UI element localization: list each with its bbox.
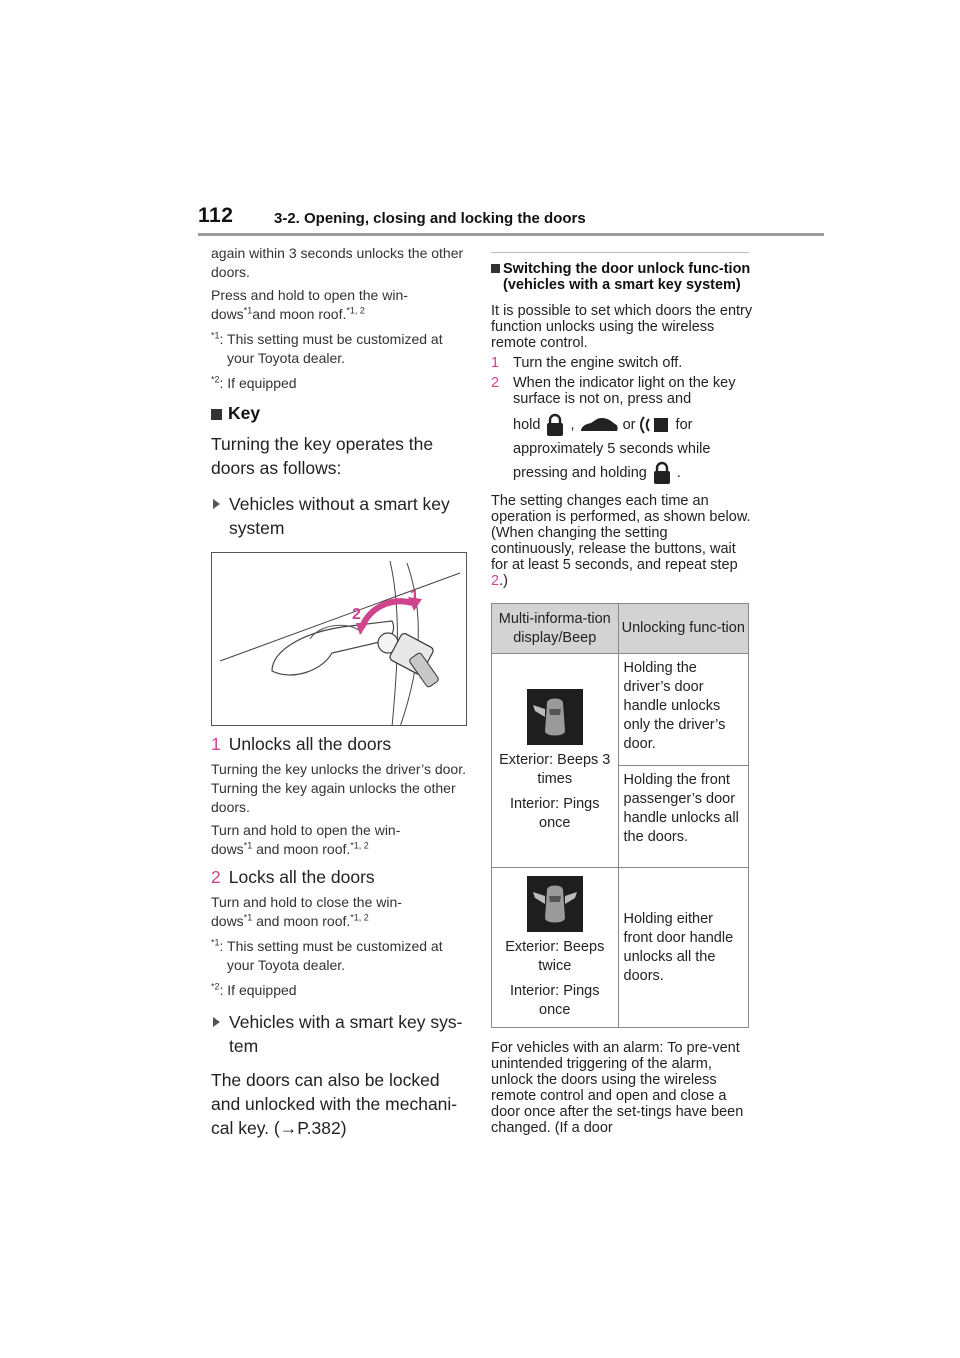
- item-unlocks: 1 Unlocks all the doors: [211, 734, 392, 754]
- triangle-bullet-icon: [213, 1017, 220, 1027]
- unlock-function-table: [491, 603, 749, 1028]
- paragraph: Turn and hold to close the win- dows$^{*1}$ and moon roof.$^{*1, 2}$: [211, 894, 402, 929]
- item-locks: 2 Locks all the doors: [211, 867, 375, 887]
- step-1: 1 Turn the engine switch off.: [491, 355, 683, 371]
- paragraph: Press and hold to open the win- dows$^{*1}$and moon roof.$^{*1, 2}$: [211, 287, 408, 322]
- subsection-heading: Switching the door unlock func-tion (vehicles with a smart key system): [491, 261, 753, 293]
- square-bullet-icon: [211, 409, 222, 420]
- lock-icon: [544, 413, 566, 437]
- section-divider: [491, 252, 749, 253]
- mechanical-key-paragraph: The doors can also be locked and unlocked with the mechani-cal key. (→P.382): [211, 1070, 458, 1138]
- key-door-illustration: [211, 552, 467, 726]
- table-cell: Exterior: Beeps twice Interior: Pings once: [492, 868, 619, 1028]
- figure-label-1: 1: [410, 588, 419, 605]
- paragraph: It is possible to set which doors the entry function unlocks using the wireless remote control.: [491, 303, 753, 351]
- triangle-bullet-icon: [213, 499, 220, 509]
- alarm-paragraph: For vehicles with an alarm: To pre-vent unintended triggering of the alarm, unlock the doors using the wireless remote control and open and close a door once after the set-tings have been changed. (If a door: [491, 1040, 744, 1137]
- paragraph: Turn and hold to open the win- dows$^{*1}$ and moon roof.$^{*1, 2}$: [211, 822, 401, 857]
- square-bullet-icon: [491, 264, 500, 273]
- footnote: $^{*1}$: This setting must be customized at your Toyota dealer.: [211, 937, 443, 973]
- section-title: 3-2. Opening, closing and locking the doors: [274, 210, 586, 227]
- paragraph: Turning the key unlocks the driver’s door. Turning the key again unlocks the other doors.: [211, 761, 466, 815]
- right-column: [491, 252, 753, 1136]
- footnote: $^{*2}$: If equipped: [211, 374, 297, 391]
- table-header-row: [492, 604, 749, 654]
- page-header: [198, 204, 824, 236]
- table-row: [492, 654, 749, 766]
- table-header: Unlocking func-tion: [618, 604, 748, 654]
- key-intro: Turning the key operates the doors as follows:: [211, 434, 434, 478]
- table-cell: Holding either front door handle unlocks all the doors.: [618, 868, 748, 1028]
- paragraph: The setting changes each time an operation is performed, as shown below. (When changing the setting continuously, release the buttons, wait for at least 5 seconds, and repeat step 2.): [491, 493, 751, 590]
- car-unlock-icon: [579, 415, 619, 435]
- lock-icon: [651, 461, 673, 485]
- driver-door-display-icon: [527, 689, 583, 745]
- key-heading: Key: [211, 403, 471, 424]
- figure-label-2: 2: [352, 606, 361, 623]
- bullet-item: Vehicles without a smart key system: [211, 492, 471, 540]
- step-2: 2 When the indicator light on the key surface is not on, press and hold , or for approximately 5 seconds while pressing and holding .: [491, 375, 753, 485]
- both-doors-display-icon: [527, 876, 583, 932]
- paragraph: again within 3 seconds unlocks the other doors.: [211, 245, 464, 280]
- table-cell: Holding the front passenger’s door handle unlocks all the doors.: [618, 766, 748, 868]
- footnote: $^{*1}$: This setting must be customized at your Toyota dealer.: [211, 330, 443, 366]
- table-row: [492, 868, 749, 1028]
- table-cell: Holding the driver’s door handle unlocks only the driver’s door.: [618, 654, 748, 766]
- header-divider: [198, 233, 824, 236]
- table-cell: Exterior: Beeps 3 times Interior: Pings once: [492, 654, 619, 868]
- bullet-item: Vehicles with a smart key sys-tem: [211, 1010, 471, 1058]
- footnote: $^{*2}$: If equipped: [211, 981, 297, 998]
- table-header: Multi-informa-tion display/Beep: [492, 604, 619, 654]
- left-column: [211, 244, 471, 1140]
- panic-alarm-icon: [640, 414, 672, 436]
- door-handle-key-icon: [212, 553, 467, 726]
- page-number: 112: [198, 204, 234, 227]
